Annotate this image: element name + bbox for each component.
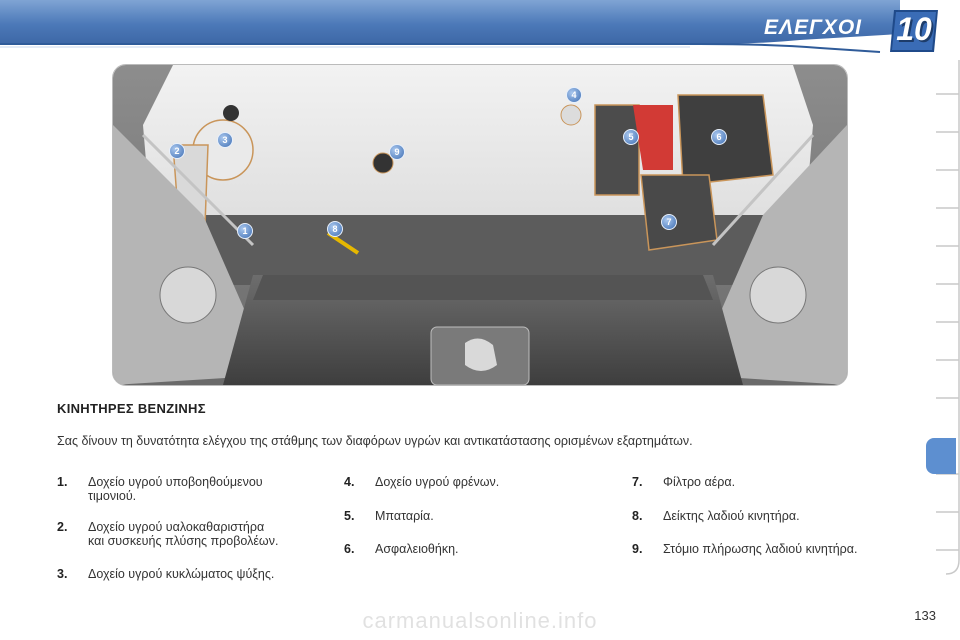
item-number: 5.	[344, 509, 355, 523]
item-text: Δοχείο υγρού υποβοηθούμενου τιμονιού.	[88, 475, 263, 503]
callout-4: 4	[566, 87, 582, 103]
watermark: carmanualsonline.info	[362, 608, 598, 633]
item-text: Δοχείο υγρού φρένων.	[375, 475, 500, 489]
item-number: 1.	[57, 475, 68, 489]
item-number: 6.	[344, 542, 355, 556]
item-number: 7.	[632, 475, 643, 489]
item-text: Δοχείο υγρού κυκλώματος ψύξης.	[88, 567, 275, 581]
callout-9: 9	[389, 144, 405, 160]
item-text: Δοχείο υγρού υαλοκαθαριστήρα και συσκευής πλύσης προβολέων.	[88, 520, 279, 548]
chapter-index-rail	[928, 60, 960, 580]
active-chapter-tab[interactable]	[926, 438, 956, 474]
section-title: ΚΙΝΗΤΗΡΕΣ ΒΕΝΖΙΝΗΣ	[57, 401, 206, 416]
callout-1: 1	[237, 223, 253, 239]
page-number: 133	[914, 608, 936, 623]
item-number: 2.	[57, 520, 68, 534]
item-text: Δείκτης λαδιού κινητήρα.	[663, 509, 800, 523]
callout-6: 6	[711, 129, 727, 145]
item-number: 4.	[344, 475, 355, 489]
item-number: 8.	[632, 509, 643, 523]
engine-bay-illustration	[113, 65, 847, 385]
chapter-number: 10	[896, 11, 932, 47]
engine-bay-photo	[112, 64, 848, 386]
header-title: ΕΛΕΓΧΟΙ	[763, 16, 862, 39]
callout-2: 2	[169, 143, 185, 159]
callout-8: 8	[327, 221, 343, 237]
section-intro: Σας δίνουν τη δυνατότητα ελέγχου της στάθμης των διαφόρων υγρών και αντικατάστασης ορισμένων εξαρτημάτων.	[57, 434, 693, 448]
item-text: Φίλτρο αέρα.	[663, 475, 736, 489]
item-text: Ασφαλειοθήκη.	[375, 542, 459, 556]
callout-7: 7	[661, 214, 677, 230]
item-number: 3.	[57, 567, 68, 581]
item-number: 9.	[632, 542, 643, 556]
item-text: Στόμιο πλήρωσης λαδιού κινητήρα.	[663, 542, 858, 556]
callout-5: 5	[623, 129, 639, 145]
item-text: Μπαταρία.	[375, 509, 434, 523]
callout-3: 3	[217, 132, 233, 148]
